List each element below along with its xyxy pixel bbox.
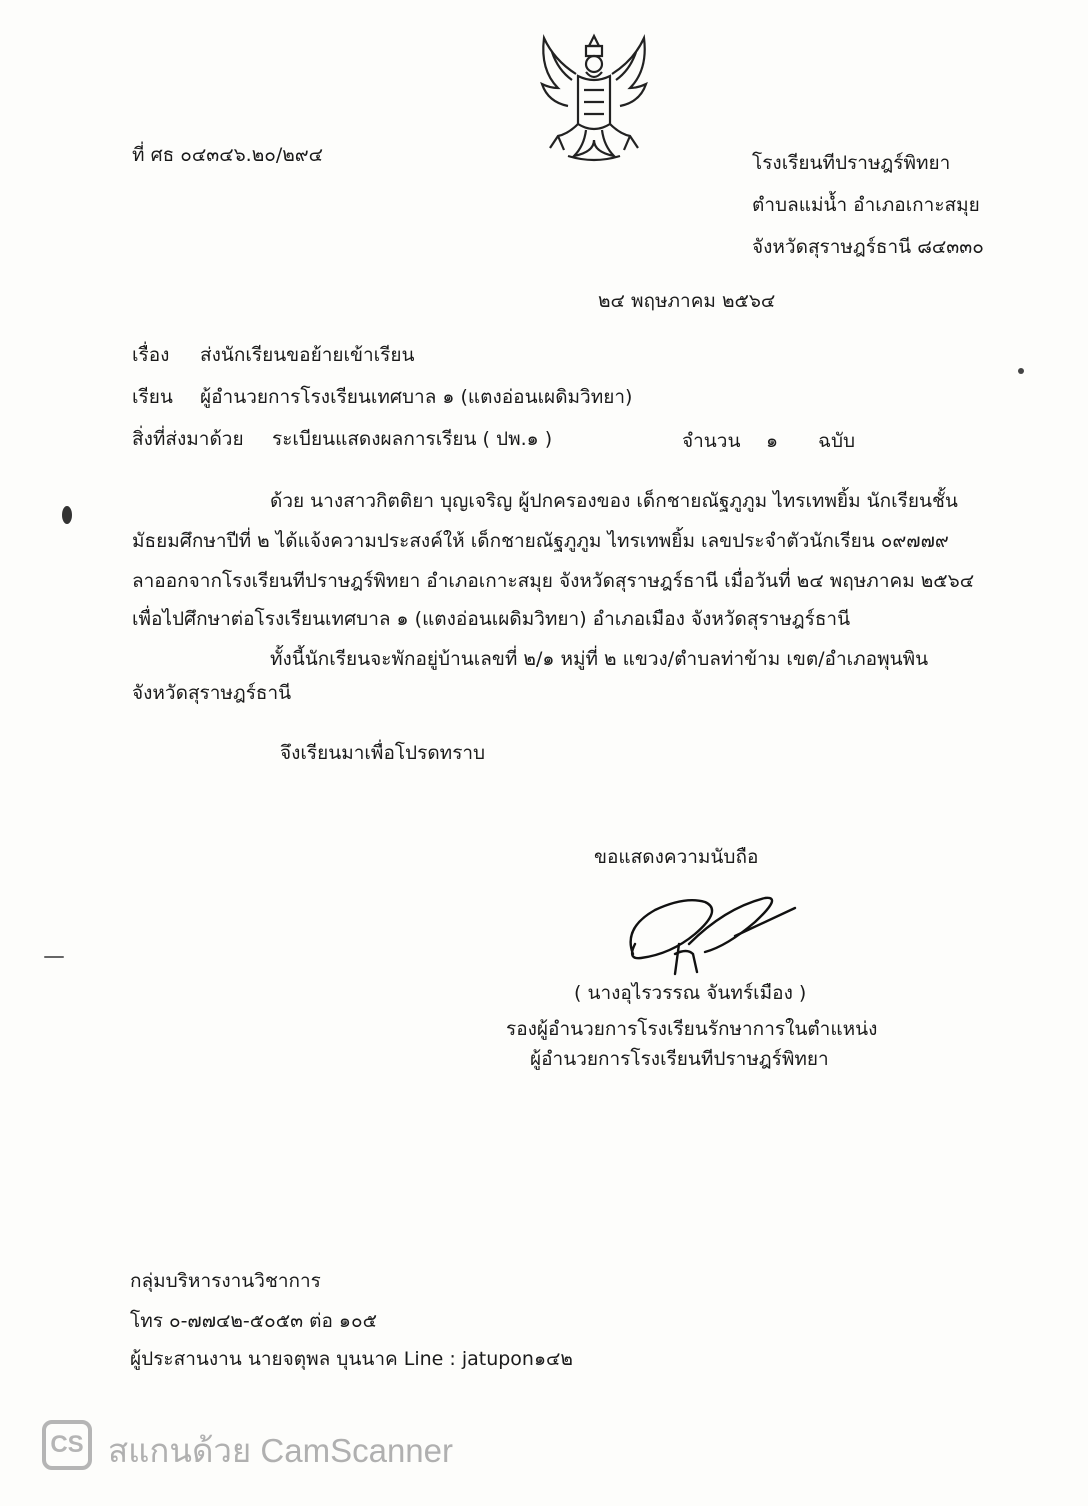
footer-coordinator: ผู้ประสานงาน นายจตุพล บุนนาค Line : jatupon๑๔๒ bbox=[130, 1348, 573, 1370]
letter-date: ๒๔ พฤษภาคม ๒๕๖๔ bbox=[598, 290, 776, 312]
subject-text: ส่งนักเรียนขอย้ายเข้าเรียน bbox=[200, 344, 415, 366]
handwritten-signature bbox=[615, 888, 805, 984]
body-paragraph1-line2: มัธยมศึกษาปีที่ ๒ ได้แจ้งความประสงค์ให้ เด็กชายณัฐภูภูม ไทรเทพยิ้ม เลขประจำตัวนักเรียน ๐๙๗๗๙ bbox=[132, 530, 949, 552]
signatory-position-line1: รองผู้อำนวยการโรงเรียนรักษาการในตำแหน่ง bbox=[506, 1018, 878, 1040]
school-name: โรงเรียนทีปราษฎร์พิทยา bbox=[752, 152, 951, 174]
signatory-name: ( นางอุไรวรรณ จันทร์เมือง ) bbox=[574, 982, 807, 1004]
signatory-position-line2: ผู้อำนวยการโรงเรียนทีปราษฎร์พิทยา bbox=[530, 1048, 829, 1070]
recipient-label: เรียน bbox=[132, 386, 173, 408]
footer-department: กลุ่มบริหารงานวิชาการ bbox=[130, 1270, 321, 1292]
body-paragraph1-line1: ด้วย นางสาวกิตติยา บุญเจริญ ผู้ปกครองของ เด็กชายณัฐภูภูม ไทรเทพยิ้ม นักเรียนชั้น bbox=[270, 490, 958, 512]
recipient-text: ผู้อำนวยการโรงเรียนเทศบาล ๑ (แตงอ่อนเผดิมวิทยา) bbox=[200, 386, 633, 408]
footer-phone: โทร ๐-๗๗๔๒-๕๐๕๓ ต่อ ๑๐๕ bbox=[130, 1310, 377, 1332]
camscanner-watermark-text: สแกนด้วย CamScanner bbox=[108, 1432, 454, 1469]
enclosure-text: ระเบียนแสดงผลการเรียน ( ปพ.๑ ) bbox=[272, 428, 553, 450]
body-paragraph1-line4: เพื่อไปศึกษาต่อโรงเรียนเทศบาล ๑ (แตงอ่อนเผดิมวิทยา) อำเภอเมือง จังหวัดสุราษฎร์ธานี bbox=[132, 608, 851, 630]
scan-speck bbox=[62, 506, 72, 524]
scan-speck bbox=[44, 956, 64, 958]
scan-speck bbox=[1018, 368, 1024, 374]
enclosure-unit: ฉบับ bbox=[818, 430, 856, 452]
enclosure-count: ๑ bbox=[766, 430, 779, 452]
reference-number: ที่ ศธ ๐๔๓๔๖.๒๐/๒๙๔ bbox=[132, 144, 324, 166]
school-address-line2: จังหวัดสุราษฎร์ธานี ๘๔๓๓๐ bbox=[752, 236, 984, 258]
garuda-emblem-icon bbox=[528, 30, 660, 166]
enclosure-label: สิ่งที่ส่งมาด้วย bbox=[132, 428, 244, 450]
body-paragraph2-line1: ทั้งนี้นักเรียนจะพักอยู่บ้านเลขที่ ๒/๑ หมู่ที่ ๒ แขวง/ตำบลท่าข้าม เขต/อำเภอพุนพิน bbox=[270, 648, 929, 670]
school-address-line1: ตำบลแม่น้ำ อำเภอเกาะสมุย bbox=[752, 194, 980, 216]
body-paragraph1-line3: ลาออกจากโรงเรียนทีปราษฎร์พิทยา อำเภอเกาะสมุย จังหวัดสุราษฎร์ธานี เมื่อวันที่ ๒๔ พฤษภาคม ๒๕๖๔ bbox=[132, 570, 975, 592]
enclosure-count-label: จำนวน bbox=[682, 430, 741, 452]
camscanner-logo-icon: CS bbox=[42, 1420, 92, 1470]
regards-text: ขอแสดงความนับถือ bbox=[594, 846, 759, 868]
closing-text: จึงเรียนมาเพื่อโปรดทราบ bbox=[280, 742, 486, 764]
body-paragraph2-line2: จังหวัดสุราษฎร์ธานี bbox=[132, 682, 292, 704]
subject-label: เรื่อง bbox=[132, 344, 170, 366]
